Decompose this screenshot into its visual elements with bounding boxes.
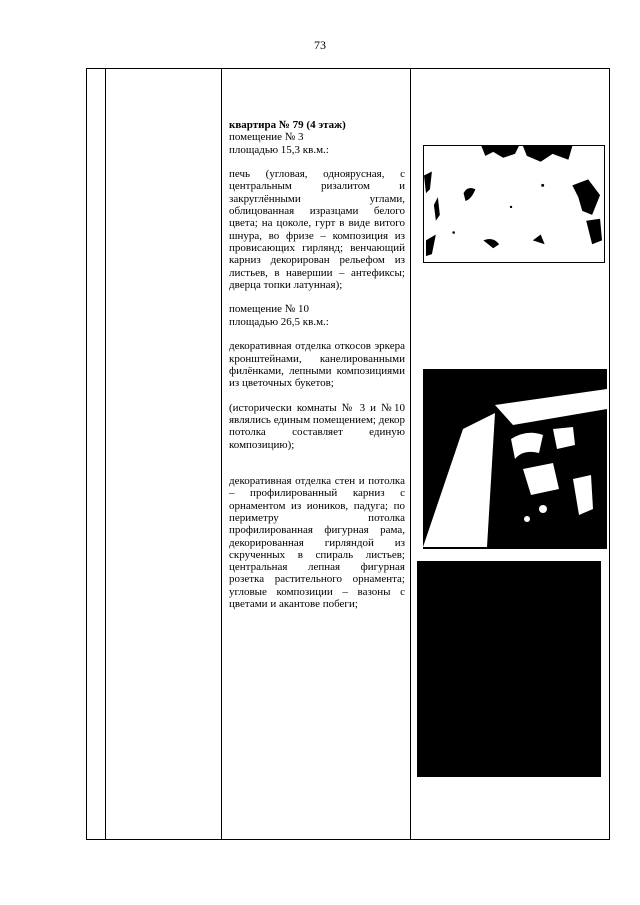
photo-ceiling-image: [417, 561, 601, 777]
photo-bay-window: [423, 369, 607, 549]
column-divider-1: [105, 69, 106, 839]
description-column: [229, 119, 405, 623]
room1-description: печь (угловая, одноярусная, с центральным ризалитом и закруглёнными углами, облицованная изразцами белого цвета; на цоколе, гурт в виде витого шнура, во фризе – композиция из провисающих гирлянд; венчающий карниз декорирован рельефом из листьев, в навершии – антефиксы; дверца топки латунная);: [229, 168, 405, 291]
photo-stove: [423, 145, 605, 263]
historic-note: (исторически комнаты № 3 и №10 являлись единым помещением; декор потолка составляет единую композицию);: [229, 401, 405, 451]
photo-ceiling: [417, 561, 601, 777]
photo-bay-window-image: [423, 369, 607, 549]
photo-stove-image: [424, 146, 604, 262]
room1-area: площадью 15,3 кв.м.:: [229, 143, 329, 156]
room1-label: помещение № 3: [229, 131, 304, 144]
room2-area: площадью 26,5 кв.м.:: [229, 315, 329, 328]
object-table: [86, 68, 610, 840]
room2-description-2: декоративная отделка стен и потолка – профилированный карниз с орнаментом из иоников, падуга; по периметру потолка профилированная фигурная рама, декорированная гирляндой из скрученных в спираль листьев; центральная лепная фигурная розетка растительного орнамента; угловые композиции – вазоны с цветами и акантове побеги;: [229, 475, 405, 610]
room2-label: помещение № 10: [229, 303, 310, 316]
column-divider-3: [410, 69, 411, 839]
room2-description-1: декоративная отделка откосов эркера кронштейнами, канелированными филёнками, лепными композициями из цветочных букетов;: [229, 340, 405, 390]
apartment-heading: квартира № 79 (4 этаж): [229, 119, 346, 131]
column-divider-2: [221, 69, 222, 839]
page-number: 73: [314, 38, 326, 52]
